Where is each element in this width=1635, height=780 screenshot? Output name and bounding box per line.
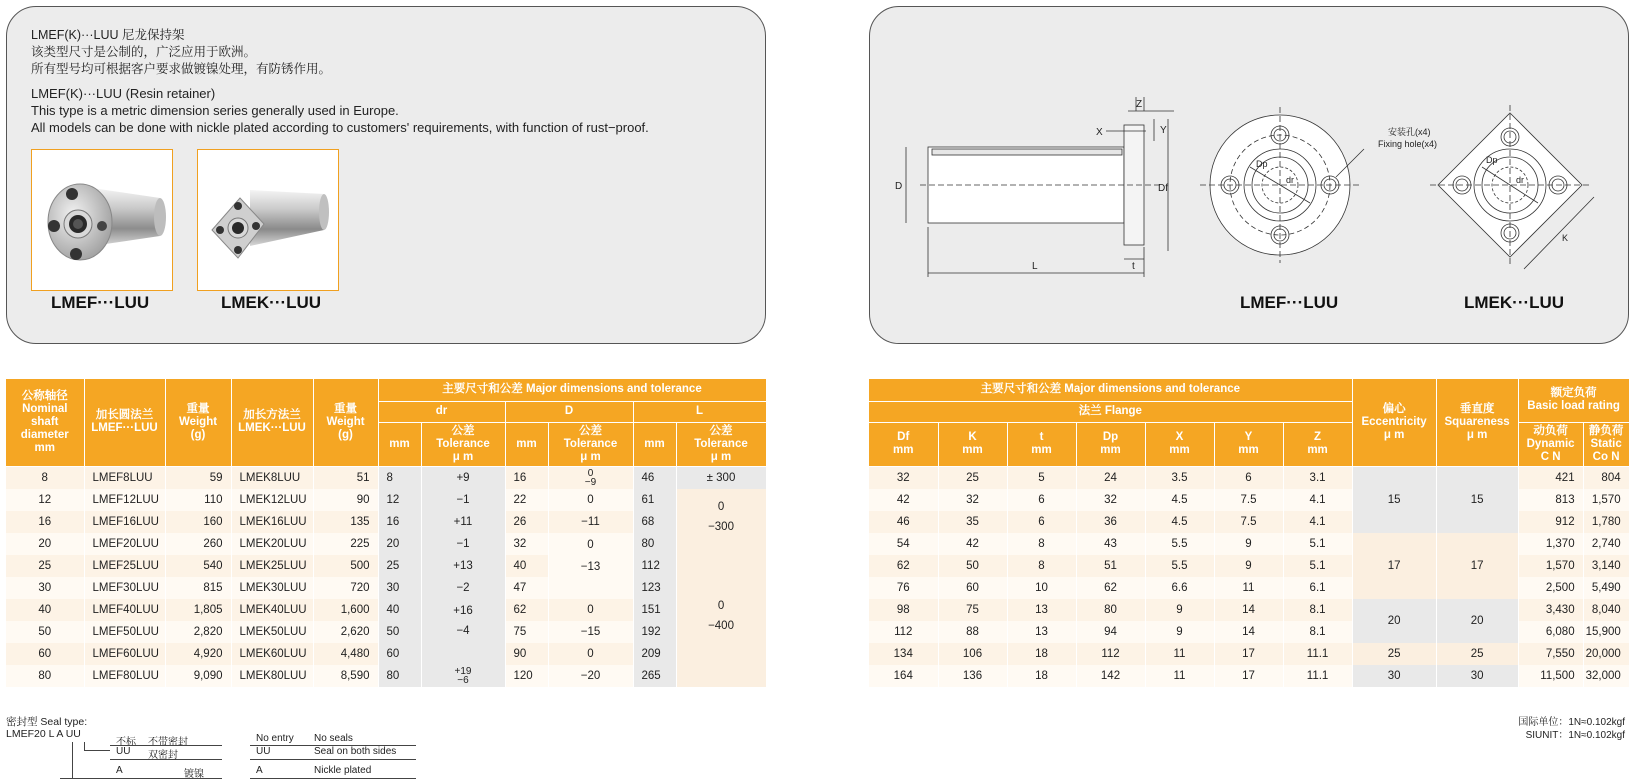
col-D: D: [505, 401, 633, 422]
table-row: 60 LMEF60LUU 4,920 LMEK60LUU 4,480 60 90 0 209: [6, 643, 766, 665]
seal-rule: [250, 745, 416, 746]
seal-r3-en-desc: Nickle plated: [314, 765, 372, 776]
col-X: X mm: [1145, 422, 1214, 466]
col-lmek-part: 加长方法兰 LMEK···LUU: [231, 379, 313, 466]
col-Y: Y mm: [1214, 422, 1283, 466]
dim-L-label: L: [1032, 261, 1038, 272]
drawing-lmek-caption: LMEK···LUU: [1464, 293, 1565, 312]
seal-r2-cn-code: UU: [116, 746, 131, 757]
col-K: K mm: [938, 422, 1007, 466]
intro-en-line1: This type is a metric dimension series generally used in Europe.: [31, 103, 399, 118]
fixing-hole-cn-label: 安装孔(x4): [1388, 127, 1431, 137]
seal-r2-cn-desc: 双密封: [148, 750, 178, 761]
lmek-photo: [197, 149, 339, 291]
square-flange-view: [1430, 105, 1594, 269]
dimension-table-left: [6, 379, 767, 687]
col-dr-tol: 公差 Tolerance μ m: [421, 422, 505, 466]
seal-r3-cn-desc: 镀镍: [184, 769, 204, 780]
units-line2: SIUNIT：1N≈0.102kgf: [1525, 730, 1625, 741]
table-row: 30 LMEF30LUU 815 LMEK30LUU 720 30 −2 47 123: [6, 577, 766, 599]
table-row: 40 LMEF40LUU 1,805 LMEK40LUU 1,600 40 +16 −4 62 0 151 0 −400: [6, 599, 766, 621]
table-row: 62 50 8 51 5.5 9 5.1 1,570 3,140: [869, 555, 1629, 577]
seal-r1-cn-desc: 不带密封: [148, 737, 188, 748]
col-major-dimensions: 主要尺寸和公差 Major dimensions and tolerance: [378, 379, 766, 401]
seal-rule: [60, 778, 222, 779]
table-row: 80 LMEF80LUU 9,090 LMEK80LUU 8,590 80 +19 −6 120 −20 265: [6, 665, 766, 687]
round-Dp-label: Dp: [1256, 159, 1268, 169]
seal-r2-en-code: UU: [256, 746, 271, 757]
table-row: 8 LMEF8LUU 59 LMEK8LUU 51 8 +9 16 0 −9 46 ± 300: [6, 466, 766, 489]
seal-r1-en-desc: No seals: [314, 733, 353, 744]
square-K-label: K: [1562, 233, 1569, 243]
table-row: 16 LMEF16LUU 160 LMEK16LUU 135 16 +11 26 −11 68: [6, 511, 766, 533]
fixing-hole-en-label: Fixing hole(x4): [1378, 139, 1438, 149]
seal-r3-en-code: A: [256, 765, 263, 776]
lmef-bearing-image: [32, 150, 172, 290]
dim-t-label: t: [1132, 261, 1135, 272]
intro-en-line2: All models can be done with nickle plated according to customers' requirements, with function of rust−proof.: [31, 120, 649, 135]
dim-D-label: D: [895, 181, 903, 192]
col-basic-load-rating: 额定负荷 Basic load rating: [1518, 379, 1629, 422]
table-row: 134 106 18 112 11 17 11.1 25 25 7,550 20,000: [869, 643, 1629, 665]
table-row: 46 35 6 36 4.5 7.5 4.1 912 1,780: [869, 511, 1629, 533]
col-Dp: Dp mm: [1076, 422, 1145, 466]
intro-cn-line2: 所有型号均可根据客户要求做镀镍处理，有防锈作用。: [31, 62, 332, 76]
intro-english: [31, 85, 649, 136]
intro-panel: [6, 6, 766, 344]
table-row: 54 42 8 43 5.5 9 5.1 17 17 1,370 2,740: [869, 533, 1629, 555]
col-shaft-diameter: 公称轴径 Nominal shaft diameter mm: [6, 379, 84, 466]
seal-connector: [84, 742, 85, 750]
table-row: 32 25 5 24 3.5 6 3.1 15 15 421 804: [869, 466, 1629, 489]
drawing-panel: [869, 6, 1629, 344]
table-row: 25 LMEF25LUU 540 LMEK25LUU 500 25 +13 40 112: [6, 555, 766, 577]
col-dr: dr: [378, 401, 505, 422]
intro-cn-title: LMEF(K)···LUU 尼龙保持架: [31, 28, 185, 42]
square-Dp-label: Dp: [1486, 155, 1498, 165]
col-L-mm: mm: [633, 422, 676, 466]
lmef-photo: [31, 149, 173, 291]
intro-en-title: LMEF(K)···LUU (Resin retainer): [31, 86, 216, 101]
col-dr-mm: mm: [378, 422, 421, 466]
intro-chinese: [31, 27, 331, 78]
col-t: t mm: [1007, 422, 1076, 466]
seal-r1-cn-code: 不标: [116, 737, 136, 748]
lmek-bearing-image: [198, 150, 338, 290]
drawing-lmef-caption: LMEF···LUU: [1240, 293, 1339, 312]
col-lmef-weight: 重量 Weight (g): [165, 379, 231, 466]
seal-type-legend: [6, 716, 87, 740]
round-dr-label: dr: [1286, 175, 1295, 185]
seal-rule: [250, 759, 416, 760]
seal-type-title: 密封型 Seal type:: [6, 716, 88, 728]
seal-rule: [250, 778, 416, 779]
dim-Z-label: Z: [1136, 99, 1143, 110]
col-dynamic-load: 动负荷 Dynamic C N: [1518, 422, 1583, 466]
seal-rule: [110, 745, 222, 746]
col-D-tol: 公差 Tolerance μ m: [548, 422, 633, 466]
col-eccentricity: 偏心 Eccentricity μ m: [1352, 379, 1436, 466]
col-D-mm: mm: [505, 422, 548, 466]
col-Z: Z mm: [1283, 422, 1352, 466]
units-line1: 国际单位：1N≈0.102kgf: [1518, 717, 1625, 728]
col-flange: 法兰 Flange: [869, 401, 1352, 422]
table-row: 20 LMEF20LUU 260 LMEK20LUU 225 20 −1 32 0 −13 80: [6, 533, 766, 555]
table-row: 42 32 6 32 4.5 7.5 4.1 813 1,570: [869, 489, 1629, 511]
seal-type-code: LMEF20 L A UU: [6, 728, 81, 740]
dim-Y-label: Y: [1160, 125, 1167, 136]
seal-r3-cn-code: A: [116, 765, 123, 776]
col-lmek-weight: 重量 Weight (g): [313, 379, 378, 466]
intro-cn-line1: 该类型尺寸是公制的，广泛应用于欧洲。: [31, 45, 257, 59]
seal-r2-en-desc: Seal on both sides: [314, 746, 397, 757]
seal-r1-en-code: No entry: [256, 733, 294, 744]
table-row: 50 LMEF50LUU 2,820 LMEK50LUU 2,620 50 75 −15 192: [6, 621, 766, 643]
seal-connector: [84, 750, 110, 751]
table-row: 164 136 18 142 11 17 11.1 30 30 11,500 32,000: [869, 665, 1629, 687]
seal-rule: [110, 759, 222, 760]
col-L: L: [633, 401, 766, 422]
col-lmef-part: 加长圆法兰 LMEF···LUU: [84, 379, 165, 466]
col-L-tol: 公差 Tolerance μ m: [676, 422, 766, 466]
col-Df: Df mm: [869, 422, 938, 466]
dim-Df-label: Df: [1158, 183, 1168, 194]
col-squareness: 垂直度 Squareness μ m: [1436, 379, 1518, 466]
seal-connector: [72, 742, 73, 778]
table-row: 76 60 10 62 6.6 11 6.1 2,500 5,490: [869, 577, 1629, 599]
side-view: [906, 97, 1174, 277]
lmef-photo-caption: LMEF···LUU: [51, 293, 150, 312]
dimension-table-right: [869, 379, 1630, 687]
square-dr-label: dr: [1516, 175, 1525, 185]
col-static-load: 静负荷 Static Co N: [1583, 422, 1629, 466]
col-major-dimensions-right: 主要尺寸和公差 Major dimensions and tolerance: [869, 379, 1352, 401]
lmek-photo-caption: LMEK···LUU: [221, 293, 322, 312]
table-row: 98 75 13 80 9 14 8.1 20 20 3,430 8,040: [869, 599, 1629, 621]
table-row: 12 LMEF12LUU 110 LMEK12LUU 90 12 −1 22 0 61 0 −300: [6, 489, 766, 511]
units-note: [1518, 716, 1625, 742]
dim-X-label: X: [1096, 127, 1103, 138]
table-row: 112 88 13 94 9 14 8.1 6,080 15,900: [869, 621, 1629, 643]
round-flange-view: [1200, 107, 1364, 263]
